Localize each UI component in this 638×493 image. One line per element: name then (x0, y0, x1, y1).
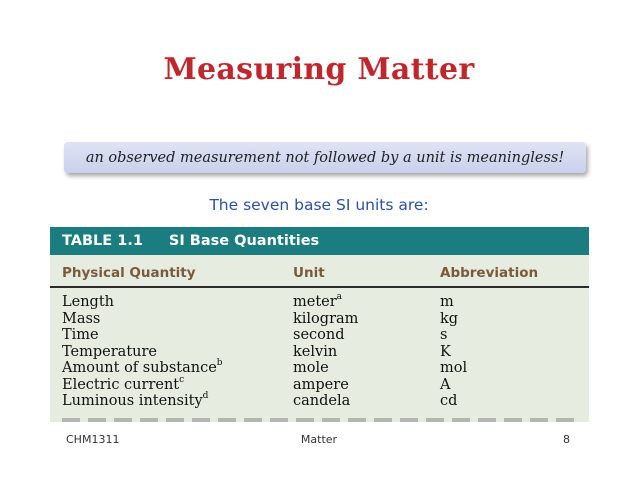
table-row (50, 311, 589, 328)
table-row (50, 344, 589, 361)
cell-abbreviation: cd (440, 393, 458, 409)
cell-unit: meter$^a$ (293, 292, 343, 310)
footer-page-number: 8 (563, 433, 570, 446)
cell-unit: candela (293, 393, 351, 409)
cell-quantity: Length (62, 294, 114, 310)
footnote-marker: c (179, 374, 185, 385)
cell-abbreviation: kg (440, 310, 459, 327)
footnote-marker: d (202, 391, 209, 401)
cell-abbreviation: mol (440, 360, 468, 376)
cell-abbreviation: m (440, 294, 454, 310)
footer-course: CHM1311 (66, 433, 120, 446)
cell-quantity: Mass (62, 310, 101, 327)
cell-abbreviation: s (440, 327, 448, 343)
si-base-quantities-table (50, 227, 589, 422)
callout-text: an observed measurement not followed by a unit is meaningless! (85, 149, 565, 166)
table-caption-bar (50, 227, 589, 255)
cell-unit: kelvin (293, 343, 338, 360)
cell-quantity: Time (62, 327, 99, 343)
cell-unit: second (293, 327, 345, 343)
cell-quantity: Temperature (62, 343, 157, 360)
table-caption: SI Base Quantities (168, 233, 320, 249)
table-row (50, 327, 589, 344)
table-row (50, 393, 589, 410)
cell-quantity: Luminous intensity$^d$ (62, 391, 209, 409)
table-body (50, 288, 589, 410)
table-row (50, 374, 589, 394)
column-header-abbreviation: Abbreviation (440, 265, 539, 281)
callout-box (64, 142, 586, 173)
table-row (50, 294, 589, 311)
cell-abbreviation: K (440, 343, 451, 360)
cell-unit: kilogram (293, 310, 359, 327)
footnote-marker: a (336, 292, 343, 302)
column-header-unit: Unit (293, 265, 325, 281)
slide-title: Measuring Matter (163, 52, 475, 87)
column-header-quantity: Physical Quantity (62, 265, 196, 281)
table-label: TABLE 1.1 (62, 233, 143, 249)
table-footnote-cropped (62, 418, 577, 422)
table-row (50, 360, 589, 377)
footer-topic: Matter (300, 433, 338, 446)
cell-quantity: Electric current$^c$ (62, 374, 185, 393)
cell-abbreviation: A (440, 376, 451, 393)
table-column-headers (50, 255, 589, 288)
footnote-marker: b (216, 358, 223, 368)
cell-quantity: Amount of substance$^b$ (62, 358, 223, 376)
cell-unit: mole (293, 360, 329, 376)
header-divider (50, 286, 589, 288)
cell-unit: ampere (293, 376, 349, 393)
slide-subtitle: The seven base SI units are: (209, 196, 429, 214)
